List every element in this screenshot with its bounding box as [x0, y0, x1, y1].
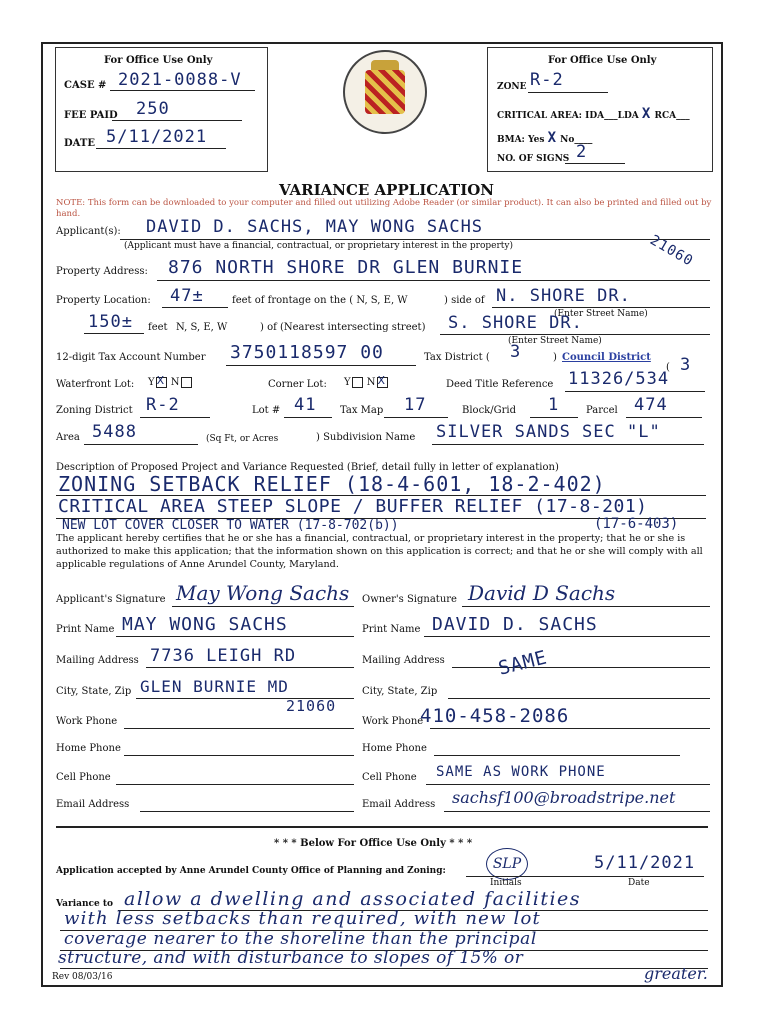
property-zip-value[interactable]: 21060 [647, 232, 696, 270]
fee-value[interactable]: 250 [136, 99, 170, 119]
owner-mail-value[interactable]: SAME [496, 646, 550, 680]
waterfront-yes-checkbox[interactable] [156, 377, 167, 388]
case-label: CASE # [64, 80, 107, 91]
office-right-title: For Office Use Only [548, 55, 657, 66]
tax-account-label: 12-digit Tax Account Number [56, 352, 206, 363]
owner-city-label: City, State, Zip [362, 686, 438, 697]
tax-district-value[interactable]: 3 [510, 342, 522, 362]
applicant-signature-label: Applicant's Signature [56, 594, 166, 605]
applicant-zip-value[interactable]: 21060 [286, 697, 337, 715]
council-paren-open: ( [666, 362, 670, 373]
frontage-label: feet of frontage on the ( N, S, E, W [232, 295, 408, 306]
owner-email-label: Email Address [362, 799, 436, 810]
page-title: VARIANCE APPLICATION [279, 181, 495, 199]
applicants-label: Applicant(s): [56, 226, 121, 237]
property-address-value[interactable]: 876 NORTH SHORE DR GLEN BURNIE [168, 257, 524, 278]
corner-yes-checkbox[interactable] [352, 377, 363, 388]
lot-label: Lot # [252, 405, 281, 416]
direction-label: N, S, E, W [176, 322, 228, 333]
variance-line-2[interactable]: with less setbacks than required, with new lot [64, 908, 541, 929]
block-value[interactable]: 1 [548, 395, 560, 415]
county-seal-icon [343, 50, 427, 134]
waterfront-no-checkbox[interactable] [181, 377, 192, 388]
description-label: Description of Proposed Project and Variance Requested (Brief, detail fully in letter of explanation) [56, 462, 559, 473]
subdivision-value[interactable]: SILVER SANDS SEC "L" [436, 422, 661, 442]
applicants-value[interactable]: DAVID D. SACHS, MAY WONG SACHS [146, 217, 484, 237]
nearest-street-label: ) of (Nearest intersecting street) [260, 322, 426, 333]
distance-feet-value[interactable]: 150± [88, 312, 133, 332]
applicant-work-label: Work Phone [56, 716, 118, 727]
waterfront-label: Waterfront Lot: [56, 379, 135, 390]
applicant-home-label: Home Phone [56, 743, 121, 754]
tax-district-label: Tax District ( [424, 352, 490, 363]
subdivision-label: ) Subdivision Name [316, 432, 416, 443]
office-date-value[interactable]: 5/11/2021 [594, 853, 696, 873]
initials-value[interactable]: SLP [486, 848, 528, 880]
corner-no-checkbox[interactable] [377, 377, 388, 388]
owner-signature-label: Owner's Signature [362, 594, 457, 605]
zoning-value[interactable]: R-2 [146, 395, 180, 415]
council-paren: ) [553, 352, 557, 363]
certify-text: The applicant hereby certifies that he or she has a financial, contractual, or proprietary interest in the property; that he or she is authorized to make this application; that the information shown on this application is correct; and that he or she will comply with all applicable regulations of Anne Arundel County, Maryland. [56, 533, 703, 570]
owner-work-value[interactable]: 410-458-2086 [420, 705, 570, 727]
accepted-label: Application accepted by Anne Arundel County Office of Planning and Zoning: [56, 866, 446, 876]
applicant-mail-label: Mailing Address [56, 655, 139, 666]
applicant-city-label: City, State, Zip [56, 686, 132, 697]
note-text: NOTE: This form can be downloaded to your computer and filled out utilizing Adobe Reader (or similar product). It can also be printed and filled out by hand. [56, 198, 712, 219]
description-line-3[interactable]: NEW LOT COVER CLOSER TO WATER (17-8-702(b)) [62, 518, 399, 533]
description-line-2[interactable]: CRITICAL AREA STEEP SLOPE / BUFFER RELIEF (17-8-201) [58, 496, 648, 517]
owner-mail-label: Mailing Address [362, 655, 445, 666]
variance-line-1[interactable]: allow a dwelling and associated facilities [124, 888, 582, 910]
area-label: Area [56, 432, 80, 443]
deed-label: Deed Title Reference [446, 379, 554, 390]
side-of-label: ) side of [444, 295, 485, 306]
signs-value[interactable]: 2 [576, 142, 588, 162]
frontage-street-value[interactable]: N. SHORE DR. [496, 286, 631, 306]
office-left-title: For Office Use Only [104, 55, 213, 66]
owner-print-value[interactable]: DAVID D. SACHS [432, 614, 598, 635]
case-number[interactable]: 2021-0088-V [118, 70, 242, 90]
revision-text: Rev 08/03/16 [52, 972, 113, 982]
critical-area-label: CRITICAL AREA: IDA___LDA X RCA___ [497, 106, 690, 122]
office-date-label: Date [628, 878, 650, 888]
office-use-header: * * * Below For Office Use Only * * * [274, 838, 473, 849]
date-value[interactable]: 5/11/2021 [106, 127, 208, 147]
applicant-city-value[interactable]: GLEN BURNIE MD [140, 677, 289, 696]
feet-label: feet [148, 322, 168, 333]
taxmap-label: Tax Map [340, 405, 384, 416]
parcel-label: Parcel [586, 405, 618, 416]
signs-label: NO. OF SIGNS [497, 154, 570, 164]
frontage-feet-value[interactable]: 47± [170, 286, 204, 306]
applicants-sub: (Applicant must have a financial, contractual, or proprietary interest in the property) [124, 241, 513, 251]
property-location-label: Property Location: [56, 295, 151, 306]
applicant-cell-label: Cell Phone [56, 772, 111, 783]
variance-line-3[interactable]: coverage nearer to the shoreline than the principal [64, 929, 537, 949]
area-unit: (Sq Ft, or Acres [206, 434, 279, 444]
tax-account-value[interactable]: 3750118597 00 [230, 342, 384, 363]
waterfront-checkboxes[interactable]: YX N [148, 377, 193, 388]
owner-signature-value[interactable]: David D Sachs [468, 581, 616, 605]
lot-value[interactable]: 41 [294, 395, 317, 415]
deed-value[interactable]: 11326/534 [568, 369, 670, 389]
applicant-signature-value[interactable]: May Wong Sachs [176, 581, 350, 605]
zoning-label: Zoning District [56, 405, 133, 416]
applicant-print-label: Print Name [56, 624, 115, 635]
block-label: Block/Grid [462, 405, 516, 416]
bma-label: BMA: Yes X No____ [497, 130, 593, 146]
nearest-street-value[interactable]: S. SHORE DR. [448, 313, 583, 333]
owner-email-value[interactable]: sachsf100@broadstripe.net [452, 788, 676, 807]
description-line-1[interactable]: ZONING SETBACK RELIEF (18-4-601, 18-2-402) [58, 472, 606, 496]
variance-label: Variance to [56, 899, 114, 909]
owner-work-label: Work Phone [362, 716, 424, 727]
enter-street-hint: (Enter Street Name) [554, 309, 648, 319]
area-value[interactable]: 5488 [92, 422, 137, 442]
parcel-value[interactable]: 474 [634, 395, 668, 415]
council-district-value[interactable]: 3 [680, 355, 692, 375]
owner-print-label: Print Name [362, 624, 421, 635]
enter-street-hint-2: (Enter Street Name) [508, 336, 602, 346]
corner-lot-label: Corner Lot: [268, 379, 327, 390]
applicant-email-label: Email Address [56, 799, 130, 810]
variance-line-4[interactable]: structure, and with disturbance to slopes of 15% or [58, 948, 524, 968]
property-address-label: Property Address: [56, 266, 148, 277]
fee-label: FEE PAID [64, 110, 118, 121]
applicant-mail-value[interactable]: 7736 LEIGH RD [150, 646, 297, 666]
owner-cell-label: Cell Phone [362, 772, 417, 783]
applicant-print-value[interactable]: MAY WONG SACHS [122, 614, 288, 635]
initials-label: Initials [490, 878, 522, 888]
variance-line-5[interactable]: greater. [644, 964, 708, 983]
owner-cell-value[interactable]: SAME AS WORK PHONE [436, 764, 606, 780]
date-label: DATE [64, 138, 95, 149]
description-line-3b[interactable]: (17-6-403) [594, 516, 679, 532]
zone-label: ZONE [497, 82, 527, 92]
council-district-link[interactable]: Council District [562, 352, 651, 363]
zone-value[interactable]: R-2 [530, 70, 564, 90]
owner-home-label: Home Phone [362, 743, 427, 754]
taxmap-value[interactable]: 17 [404, 395, 427, 415]
corner-checkboxes[interactable]: Y NX [344, 377, 389, 388]
